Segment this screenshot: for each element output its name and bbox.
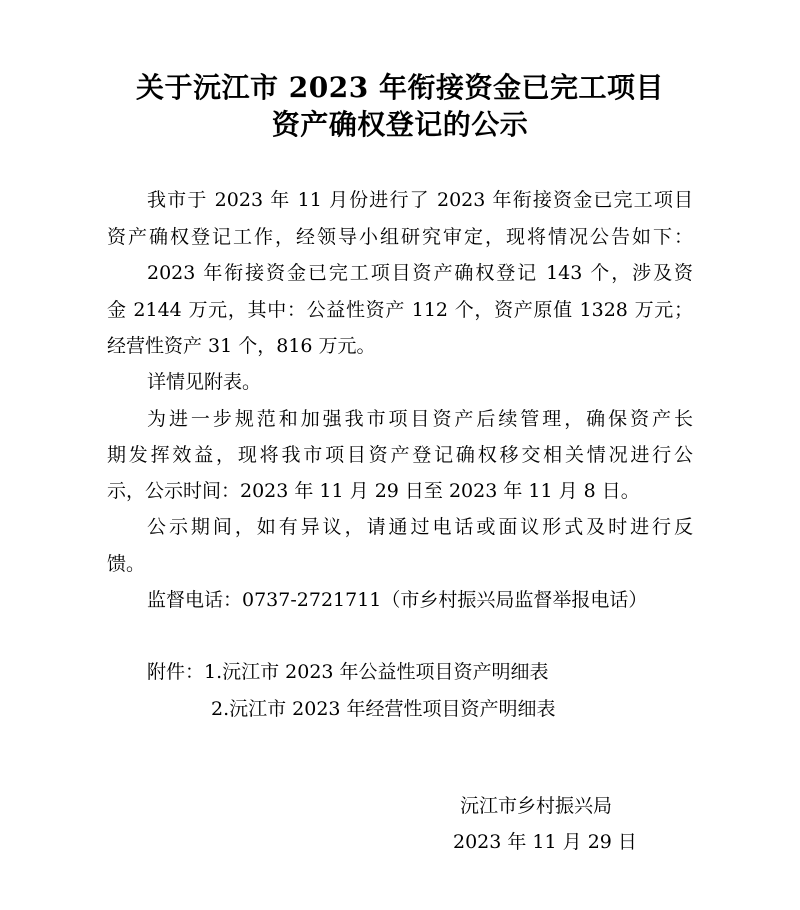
paragraph-2-line-1: 2023 年衔接资金已完工项目资产确权登记 143 个，涉及资 — [147, 262, 693, 284]
paragraph-1-line-1: 我市于 2023 年 11 月份进行了 2023 年衔接资金已完工项目 — [147, 189, 693, 211]
paragraph-2-line-3: 经营性资产 31 个，816 万元。 — [107, 335, 376, 357]
paragraph-4-line-3: 示，公示时间：2023 年 11 月 29 日至 2023 年 11 月 8 日。 — [107, 480, 640, 502]
paragraph-5-line-1: 公示期间，如有异议，请通过电话或面议形式及时进行反 — [147, 516, 693, 538]
attachment-2: 2.沅江市 2023 年经营性项目资产明细表 — [211, 698, 556, 720]
paragraph-3-line-1: 详情见附表。 — [147, 371, 262, 393]
paragraph-4-line-1: 为进一步规范和加强我市项目资产后续管理，确保资产长 — [147, 408, 693, 430]
attachment-1: 附件：1.沅江市 2023 年公益性项目资产明细表 — [147, 661, 549, 683]
supervision-phone: 监督电话：0737-2721711（市乡村振兴局监督举报电话） — [147, 589, 648, 611]
issuer-signature: 沅江市乡村振兴局 — [460, 795, 613, 817]
paragraph-4-line-2: 期发挥效益，现将我市项目资产登记确权移交相关情况进行公 — [107, 444, 693, 466]
paragraph-2-line-2: 金 2144 万元，其中：公益性资产 112 个，资产原值 1328 万元； — [107, 299, 693, 321]
document-title-line2: 资产确权登记的公示 — [271, 108, 529, 141]
paragraph-1-line-2: 资产确权登记工作，经领导小组研究审定，现将情况公告如下： — [107, 226, 693, 248]
paragraph-5-line-2: 馈。 — [107, 553, 146, 575]
document-title-line1: 关于沅江市 2023 年衔接资金已完工项目 — [136, 71, 664, 104]
issue-date: 2023 年 11 月 29 日 — [453, 831, 637, 853]
